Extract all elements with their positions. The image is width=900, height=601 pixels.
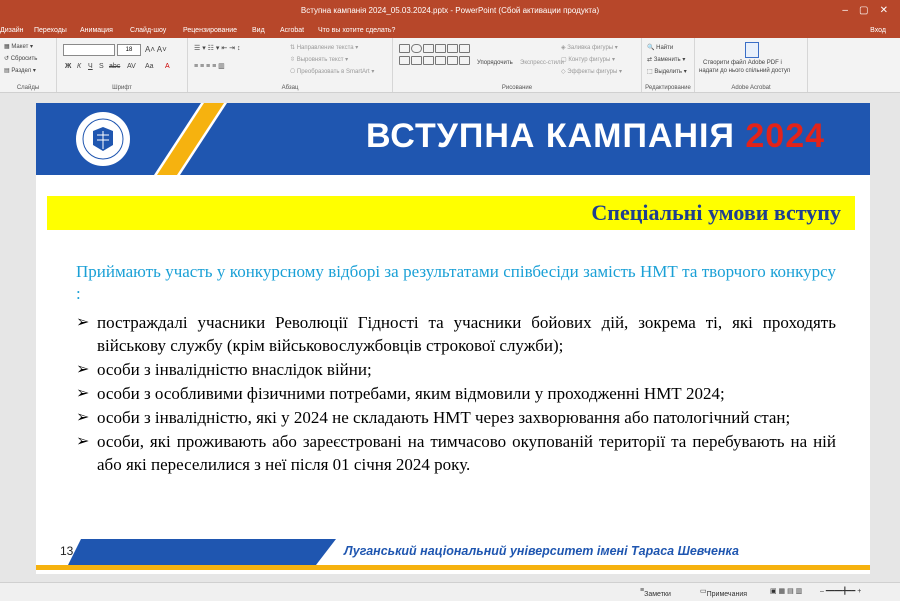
banner-title: ВСТУПНА КАМПАНІЯ 2024 xyxy=(366,117,826,155)
slide-subtitle: Спеціальні умови вступу xyxy=(591,200,841,225)
group-editing xyxy=(642,38,695,92)
font-size-input[interactable]: 18 xyxy=(117,44,141,56)
tab-design[interactable]: Дизайн xyxy=(0,27,24,34)
rectangle-shape-icon[interactable] xyxy=(447,56,458,65)
strikethrough-button[interactable]: abc xyxy=(109,63,121,70)
shadow-button[interactable]: S xyxy=(99,63,104,70)
shape-outline-button[interactable]: ▢ Контур фигуры ▾ xyxy=(561,57,615,63)
tab-slideshow[interactable]: Слайд-шоу xyxy=(130,27,167,34)
shape-effects-button[interactable]: ◇ Эффекты фигуры ▾ xyxy=(561,69,622,75)
font-name-input[interactable] xyxy=(63,44,115,56)
view-buttons[interactable]: ▣ ▦ ▤ ▥ xyxy=(770,588,803,595)
close-icon[interactable]: ✕ xyxy=(879,5,888,16)
arrow-shape-icon[interactable] xyxy=(435,44,446,53)
reset-button[interactable]: ↺ Сбросить xyxy=(4,56,38,62)
arrow-bullet-icon: ➢ xyxy=(76,409,90,426)
align-text-button[interactable]: ⇳ Выровнять текст ▾ xyxy=(290,57,349,63)
group-label: Абзац xyxy=(281,85,299,91)
footer-yellow-stripe xyxy=(36,565,870,570)
layout-button[interactable]: ▦ Макет ▾ xyxy=(4,44,34,50)
spacing-button[interactable]: AV xyxy=(127,63,136,70)
rectangle-shape-icon[interactable] xyxy=(399,44,410,53)
ribbon-tabs xyxy=(0,24,900,38)
star-shape-icon[interactable] xyxy=(459,44,470,53)
align-buttons[interactable]: ≡ ≡ ≡ ≡ ▥ xyxy=(194,63,225,70)
pdf-icon[interactable] xyxy=(745,42,759,58)
group-label: Шрифт xyxy=(112,85,132,91)
group-font xyxy=(57,38,188,92)
zoom-slider[interactable]: – ━━━━╋━━ + xyxy=(820,588,862,595)
rectangle-shape-icon[interactable] xyxy=(399,56,410,65)
arrange-button[interactable]: Упорядочить xyxy=(477,60,513,66)
window-controls xyxy=(842,5,888,16)
underline-button[interactable]: Ч xyxy=(88,63,93,70)
oval-shape-icon[interactable] xyxy=(411,44,422,53)
footer-blue-band xyxy=(68,539,336,565)
tab-animation[interactable]: Анимация xyxy=(80,27,113,34)
group-acrobat xyxy=(695,38,808,92)
replace-button[interactable]: ⇄ Заменить ▾ xyxy=(647,57,686,63)
list-item: ➢ особи з особливими фізичними потребами, яким відмовили у проходженні НМТ 2024; xyxy=(76,384,725,403)
arrow-bullet-icon: ➢ xyxy=(76,433,90,450)
bullet-list xyxy=(76,311,836,477)
status-bar xyxy=(0,582,900,601)
grow-font-icon[interactable]: A˄ A˅ xyxy=(145,45,167,54)
arrow-bullet-icon: ➢ xyxy=(76,385,90,402)
notes-button[interactable]: ≡ Заметки xyxy=(640,587,671,598)
tab-view[interactable]: Вид xyxy=(252,27,265,34)
quick-styles-button[interactable]: Экспресс-стили xyxy=(520,60,564,66)
text-direction-button[interactable]: ⇅ Направление текста ▾ xyxy=(290,45,359,51)
list-item: ➢ особи, які проживають або зареєстровані на тимчасово окупованій території та перебувають на ній або які переселилися з неї після 01 січня 2024 року. xyxy=(76,432,836,474)
arrow-bullet-icon: ➢ xyxy=(76,314,90,331)
slide-number: 13 xyxy=(60,544,74,558)
rectangle-shape-icon[interactable] xyxy=(435,56,446,65)
tab-review[interactable]: Рецензирование xyxy=(183,27,238,34)
line-shape-icon[interactable] xyxy=(423,44,434,53)
smartart-button[interactable]: ⎔ Преобразовать в SmartArt ▾ xyxy=(290,69,375,75)
sign-in-link[interactable]: Вход xyxy=(870,27,886,34)
banner-year: 2024 xyxy=(745,117,826,155)
change-case-button[interactable]: Aa xyxy=(145,63,154,70)
window-title: Вступна кампанія 2024_05.03.2024.pptx - PowerPoint (Сбой активации продукта) xyxy=(300,6,600,15)
list-buttons[interactable]: ☰ ▾ ☷ ▾ ⇤ ⇥ ↕ xyxy=(194,45,241,52)
create-pdf-button[interactable]: Створити файл Adobe PDF і xyxy=(703,60,782,66)
rectangle-shape-icon[interactable] xyxy=(411,56,422,65)
share-pdf-label: надати до нього спільний доступ xyxy=(699,68,791,74)
university-logo xyxy=(75,111,131,167)
bold-button[interactable]: Ж xyxy=(65,63,72,70)
font-color-button[interactable]: A xyxy=(165,63,170,70)
comments-button[interactable]: ▭ Примечания xyxy=(700,588,748,598)
italic-button[interactable]: К xyxy=(77,63,82,70)
list-item: ➢ постраждалі учасники Революції Гідності та учасники бойових дій, зокрема ті, які проходять військову службу (крім військовослужбовців строкової служби); xyxy=(76,313,836,355)
footer-text: Луганський національний університет імені Тараса Шевченка xyxy=(344,544,739,558)
minimize-icon[interactable]: – xyxy=(842,5,848,16)
rectangle-shape-icon[interactable] xyxy=(423,56,434,65)
rectangle-shape-icon[interactable] xyxy=(459,56,470,65)
group-label: Слайды xyxy=(16,85,40,91)
slide[interactable] xyxy=(36,103,870,574)
tell-me-search[interactable]: Что вы хотите сделать? xyxy=(318,27,396,34)
group-label: Рисование xyxy=(501,85,533,91)
subtitle-bar xyxy=(47,196,855,230)
shape-fill-button[interactable]: ◈ Заливка фигуры ▾ xyxy=(561,45,618,51)
list-item: ➢ особи з інвалідністю, які у 2024 не складають НМТ через захворювання або патологічний стан; xyxy=(76,408,791,427)
title-bar xyxy=(0,0,900,24)
group-paragraph xyxy=(188,38,393,92)
arrow-bullet-icon: ➢ xyxy=(76,361,90,378)
slide-workspace xyxy=(0,93,900,580)
group-label: Adobe Acrobat xyxy=(731,85,771,91)
select-button[interactable]: ⬚ Выделить ▾ xyxy=(647,69,687,75)
group-slides xyxy=(0,38,57,92)
list-item: ➢ особи з інвалідністю внаслідок війни; xyxy=(76,360,372,379)
group-label: Редактирование xyxy=(645,85,691,91)
find-button[interactable]: 🔍 Найти xyxy=(647,45,674,51)
group-drawing xyxy=(393,38,642,92)
tab-acrobat[interactable]: Acrobat xyxy=(280,27,305,34)
maximize-icon[interactable]: ▢ xyxy=(859,5,869,16)
tab-transitions[interactable]: Переходы xyxy=(34,27,67,34)
section-button[interactable]: ▤ Раздел ▾ xyxy=(4,68,36,74)
ribbon xyxy=(0,38,900,93)
triangle-shape-icon[interactable] xyxy=(447,44,458,53)
intro-paragraph: Приймають участь у конкурсному відборі за результатами співбесіди замість НМТ та творчого конкурсу : xyxy=(76,262,836,303)
